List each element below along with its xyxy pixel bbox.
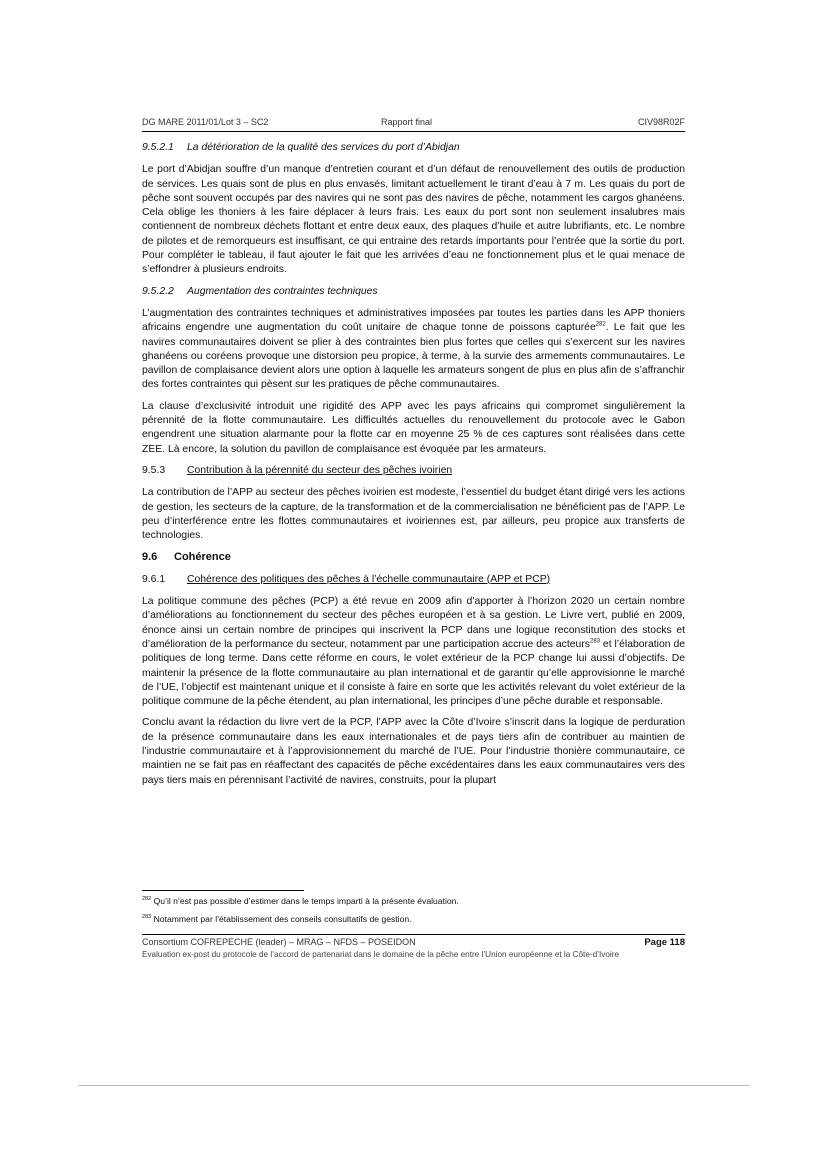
footnote-ref-282[interactable]: 282	[595, 321, 606, 328]
section-heading-9-5-3	[142, 464, 685, 478]
section-number: 9.6	[142, 551, 158, 564]
section-title: La détérioration de la qualité des services du port d’Abidjan	[187, 142, 460, 153]
footer-rule	[142, 934, 685, 935]
footnote-number: 283	[142, 914, 152, 921]
page-number: Page 118	[644, 937, 685, 948]
paragraph: Conclu avant la rédaction du livre vert de la PCP, l’APP avec la Côte d’Ivoire s’inscrit dans la logique de perduration de la présence communautaire dans les eaux internationales et de pays tiers afin de contribuer au maintien de l’industrie communautaire et à l’approvisionnement du marché de l’UE. Pour l’industrie thonière communautaire, ce maintien ne se fait pas en réaffectant des capacités de pêche excédentaires dans les eaux communautaires vers des pays tiers mais en pérennisant l’activité de navires, construits, pour la plupart	[142, 717, 685, 786]
section-title: Cohérence des politiques des pêches à l’échelle communautaire (APP et PCP)	[187, 573, 551, 585]
footnote-separator	[142, 890, 304, 891]
header-right: CIV98R02F	[637, 117, 685, 127]
footnote-text: Qu’il n’est pas possible d’estimer dans le temps imparti à la présente évaluation.	[153, 896, 459, 906]
page-header	[142, 117, 685, 131]
header-left: DG MARE 2011/01/Lot 3 – SC2	[142, 117, 269, 127]
section-title: Cohérence	[174, 551, 231, 564]
section-number: 9.5.2.2	[142, 285, 174, 297]
footnote-283	[142, 914, 412, 924]
section-number: 9.5.3	[142, 464, 166, 476]
section-title: Contribution à la pérennité du secteur des pêches ivoirien	[187, 464, 453, 476]
document-body	[142, 141, 685, 795]
footnote-text: Notamment par l’établissement des conseils consultatifs de gestion.	[153, 914, 412, 924]
footer-organization: Consortium COFREPECHE (leader) – MRAG – NFDS – POSEIDON	[142, 937, 416, 947]
paragraph-text: . Le fait que les navires communautaires doivent se plier à des contraintes bien plus fortes que celles qui s’exercent sur les navires ghanéens ou coréens provoque une distorsion peu propice, à terme, à la survie des armements communautaires. Le pavillon de complaisance devient alors une option à laquelle les armateurs songent de plus en plus afin de s’affranchir des fortes contraintes qui pèsent sur les pratiques de pêche communautaires.	[142, 322, 685, 391]
paragraph-text: L’augmentation des contraintes techniques et administratives imposées par toutes les parties dans les APP thoniers africains engendre une augmentation du coût unitaire de chaque tonne de poissons capturée	[142, 307, 685, 334]
header-center: Rapport final	[381, 117, 433, 127]
paragraph: La clause d’exclusivité introduit une rigidité des APP avec les pays africains qui compromet singulièrement la pérennité de la flotte communautaire. Les difficultés actuelles du renouvellement du protocole avec le Gabon engendrent une situation alarmante pour la flotte car en moyenne 25 % de ces captures sont réalisées dans cette ZEE. Là encore, la solution du pavillon de complaisance est évoquée par les armateurs.	[142, 400, 685, 455]
section-number: 9.5.2.1	[142, 142, 174, 153]
section-number: 9.6.1	[142, 573, 166, 585]
footnote-ref-283[interactable]: 283	[589, 638, 600, 645]
footnote-number: 282	[142, 896, 152, 903]
section-heading-9-5-2-1	[142, 141, 685, 155]
header-rule	[142, 131, 685, 132]
paragraph: Le port d’Abidjan souffre d’un manque d’entretien courant et d’un défaut de renouvellement des outils de production de services. Les quais sont de plus en plus envasés, limitant actuellement le tirant d’eau à 7 m. Les quais du port de pêche sont souvent occupés par des navires qui ne sont pas des navires de pêche, notamment les cargos ghanéens. Cela oblige les thoniers à les faire déplacer à leurs frais. Les eaux du port sont non seulement insalubres mais contiennent de nombreux déchets flottant et entre deux eaux, des plaques d’huile et autre lubrifiants, etc. Le nombre de pilotes et de remorqueurs est insuffisant, ce qui entraine des retards importants pour l’entrée que la sortie du port. Pour compléter le tableau, il faut ajouter le fait que les arrivées d’eau ne fonctionnement plus et le quai menace de s’effondrer à plusieurs endroits.	[142, 164, 685, 276]
section-title: Augmentation des contraintes techniques	[187, 285, 378, 297]
section-heading-9-6-1	[142, 573, 685, 587]
footnote-282	[142, 896, 459, 906]
paragraph: La contribution de l’APP au secteur des pêches ivoirien est modeste, l’essentiel du budget étant dirigé vers les actions de gestion, les secteurs de la capture, de la transformation et de la commercialisation ne bénéficient pas de l’APP. Le peu d’interférence entre les flottes communautaires et ivoiriennes est, par ailleurs, peu propice aux transferts de technologies.	[142, 487, 685, 542]
section-heading-9-5-2-2	[142, 285, 685, 299]
section-heading-9-6	[142, 550, 685, 564]
paragraph	[142, 307, 685, 393]
paragraph-text: et l’élaboration de politiques de long terme. Dans cette réforme en cours, le volet extérieur de la PCP change lui aussi d’objectifs. De maintenir la présence de la flotte communautaire au plan international et de garantir qu’elle approvisionne le marché de l’UE, l’objectif est maintenant unique et il consiste à faire en sorte que les activités relevant du volet extérieur de la politique commune de la pêche étendent, au plan international, les principes d’une pêche durable et responsable.	[142, 638, 686, 708]
page-bottom-divider	[78, 1085, 750, 1086]
paragraph-text: La politique commune des pêches (PCP) a été revue en 2009 afin d’apporter à l’horizon 2020 un certain nombre d’améliorations au fonctionnement du secteur des pêches européen et à sa gestion. Le Livre vert, publié en 2009, énonce ainsi un certain nombre de principes qui inscrivent la PCP dans une logique reconstitution des stocks et d’amélioration de la performance du secteur, notamment par une participation accrue des acteurs	[142, 596, 685, 650]
footer-subtitle: Evaluation ex-post du protocole de l’accord de partenariat dans le domaine de la pêche entre l’Union européenne et la Côte-d’Ivoire	[142, 950, 619, 959]
paragraph	[142, 595, 685, 709]
